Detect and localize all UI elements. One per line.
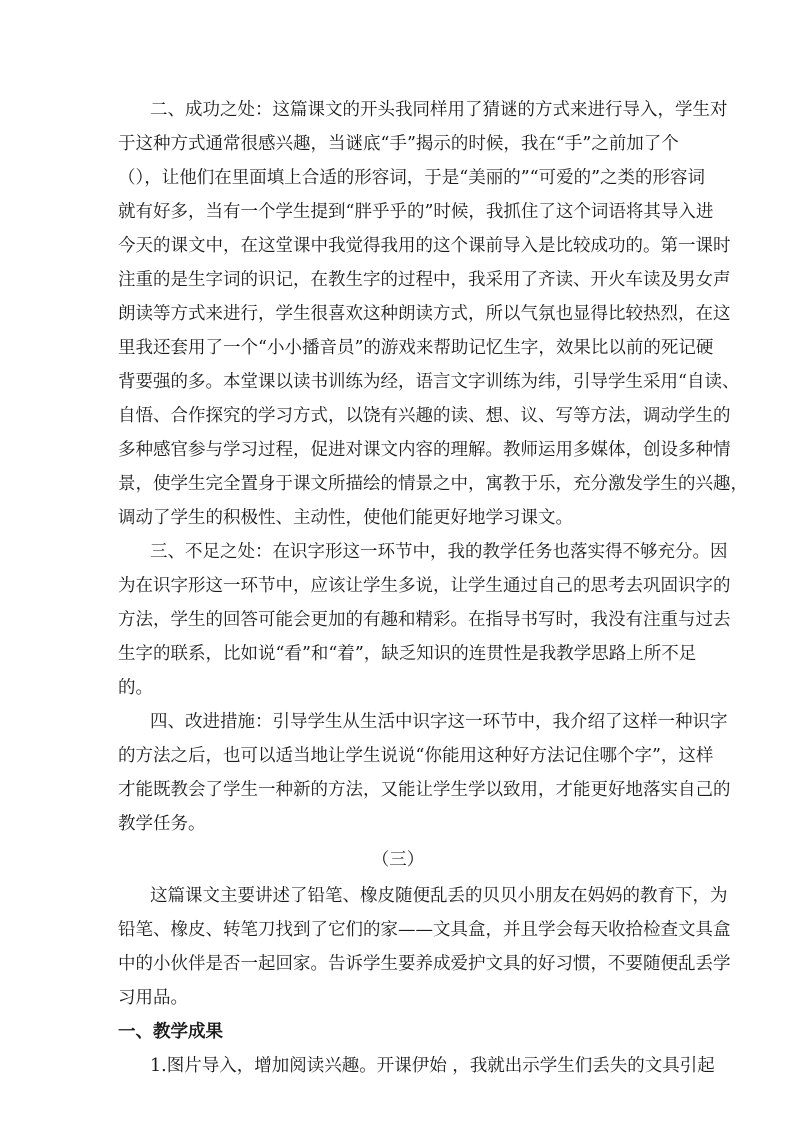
teaching-results-item-1: 1.图片导入，增加阅读兴趣。开课伊始 ，我就出示学生们丢失的文具引起: [150, 1056, 715, 1076]
paragraph-success-line-2: 于这种方式通常很感兴趣，当谜底“手”揭示的时候，我在“手”之前加了个: [118, 134, 679, 154]
paragraph-success-line-4: 就有好多，当有一个学生提到“胖乎乎的”时候，我抓住了这个词语将其导入进: [118, 202, 714, 222]
paragraph-success-line-13: 调动了学生的积极性、主动性，使他们能更好地学习课文。: [118, 508, 573, 528]
paragraph-success-line-11: 多种感官参与学习过程，促进对课文内容的理解。教师运用多媒体，创设多种情: [118, 440, 731, 460]
paragraph-shortcoming-line-2: 为在识字形这一环节中，应该让学生多说，让学生通过自己的思考去巩固识字的: [118, 576, 731, 596]
paragraph-summary-line-1: 这篇课文主要讲述了铅笔、橡皮随便乱丢的贝贝小朋友在妈妈的教育下，为: [150, 886, 728, 906]
paragraph-success-line-9: 背要强的多。本堂课以读书训练为经，语言文字训练为纬，引导学生采用“自读、: [118, 372, 740, 392]
paragraph-success-line-8: 里我还套用了一个“小小播音员”的游戏来帮助记忆生字，效果比以前的死记硬: [118, 338, 714, 358]
paragraph-shortcoming-line-3: 方法，学生的回答可能会更加的有趣和精彩。在指导书写时，我没有注重与过去: [118, 610, 731, 630]
paragraph-success-line-10: 自悟、合作探究的学习方式，以饶有兴趣的读、想、议、写等方法，调动学生的: [118, 406, 731, 426]
paragraph-success-line-3: （），让他们在里面填上合适的形容词，于是“美丽的”“可爱的”之类的形容词: [118, 168, 706, 188]
paragraph-summary-line-2: 铅笔、橡皮、转笔刀找到了它们的家——文具盒，并且学会每天收拾检查文具盒: [118, 920, 731, 940]
paragraph-shortcoming-line-5: 的。: [118, 678, 153, 698]
paragraph-improvement-line-3: 才能既教会了学生一种新的方法，又能让学生学以致用，才能更好地落实自己的: [118, 780, 731, 800]
paragraph-summary-line-3: 中的小伙伴是否一起回家。告诉学生要养成爱护文具的好习惯，不要随便乱丢学: [118, 954, 731, 974]
paragraph-success-line-7: 朗读等方式来进行，学生很喜欢这种朗读方式，所以气氛也显得比较热烈，在这: [118, 304, 731, 324]
paragraph-success-line-1: 二、成功之处：这篇课文的开头我同样用了猜谜的方式来进行导入，学生对: [150, 100, 728, 120]
paragraph-improvement-line-1: 四、改进措施：引导学生从生活中识字这一环节中，我介绍了这样一种识字: [150, 712, 728, 732]
paragraph-shortcoming-line-4: 生字的联系，比如说“看”和“着”，缺乏知识的连贯性是我教学思路上所不足: [118, 644, 697, 664]
paragraph-success-line-6: 注重的是生字词的识记，在教生字的过程中，我采用了齐读、开火车读及男女声: [118, 270, 731, 290]
paragraph-success-line-12: 景，使学生完全置身于课文所描绘的情景之中，寓教于乐，充分激发学生的兴趣，: [118, 474, 748, 494]
section-number-heading: （三）: [371, 850, 425, 870]
paragraph-summary-line-4: 习用品。: [118, 988, 188, 1008]
paragraph-shortcoming-line-1: 三、不足之处：在识字形这一环节中，我的教学任务也落实得不够充分。因: [150, 542, 728, 562]
teaching-results-heading: 一、教学成果: [118, 1022, 223, 1042]
paragraph-success-line-5: 今天的课文中，在这堂课中我觉得我用的这个课前导入是比较成功的。第一课时: [118, 236, 731, 256]
paragraph-improvement-line-4: 教学任务。: [118, 814, 206, 834]
paragraph-improvement-line-2: 的方法之后，也可以适当地让学生说说“你能用这种好方法记住哪个字”，这样: [118, 746, 714, 766]
